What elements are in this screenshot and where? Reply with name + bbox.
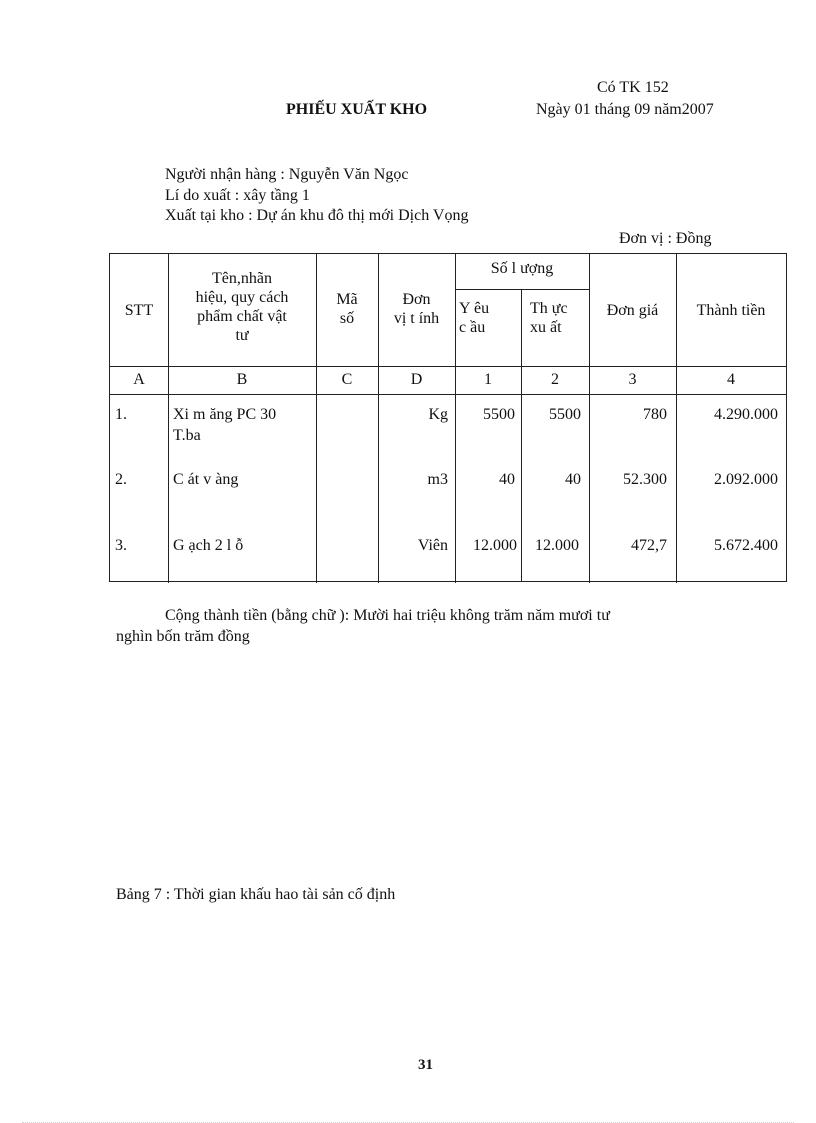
- table-caption: Bảng 7 : Thời gian khấu hao tài sản cố định: [116, 886, 396, 903]
- header-name-2: hiệu, quy cách: [195, 289, 289, 306]
- row3-stt: 3.: [115, 537, 127, 554]
- row2-unit: m3: [427, 471, 448, 488]
- receiver-line: Người nhận hàng : Nguyễn Văn Ngọc: [165, 166, 409, 183]
- row2-actual: 40: [565, 471, 581, 488]
- header-stt: STT: [124, 302, 154, 319]
- row2-stt: 2.: [115, 471, 127, 488]
- row3-actual: 12.000: [535, 537, 579, 554]
- total-in-words-line1: Cộng thành tiền (bằng chữ ): Mười hai triệu không trăm năm mươi tư: [165, 607, 610, 624]
- row1-stt: 1.: [115, 406, 127, 423]
- row1-total: 4.290.000: [714, 406, 778, 423]
- row2-required: 40: [499, 471, 515, 488]
- row3-required: 12.000: [473, 537, 517, 554]
- header-required-2: c ầu: [459, 319, 486, 336]
- row3-total: 5.672.400: [714, 537, 778, 554]
- header-name-3: phẩm chất vật: [197, 308, 287, 325]
- currency-unit: Đơn vị : Đồng: [619, 230, 712, 247]
- code-d: D: [410, 371, 423, 388]
- header-code-1: Mã: [336, 291, 358, 308]
- header-price: Đơn giá: [606, 302, 659, 319]
- code-4: 4: [727, 371, 735, 388]
- row3-unit: Viên: [417, 537, 448, 554]
- document-title: PHIẾU XUẤT KHO: [286, 101, 428, 118]
- header-actual-2: xu ất: [530, 319, 562, 336]
- code-a: A: [133, 371, 145, 388]
- code-b: B: [236, 371, 248, 388]
- code-2: 2: [551, 371, 559, 388]
- total-in-words-line2: nghìn bốn trăm đồng: [116, 628, 250, 645]
- header-actual-1: Th ực: [530, 300, 568, 317]
- row2-name: C át v àng: [173, 471, 239, 488]
- header-total: Thành tiền: [696, 302, 766, 319]
- warehouse-line: Xuất tại kho : Dự án khu đô thị mới Dịch Vọng: [165, 207, 469, 224]
- header-name-4: tư: [235, 327, 249, 344]
- row2-price: 52.300: [623, 471, 667, 488]
- row2-total: 2.092.000: [714, 471, 778, 488]
- issue-table: [109, 253, 787, 582]
- code-3: 3: [628, 371, 637, 388]
- header-required-1: Y êu: [459, 300, 490, 317]
- row3-name: G ạch 2 l ỗ: [173, 537, 244, 554]
- row1-name-2: T.ba: [173, 427, 201, 444]
- reason-line: Lí do xuất : xây tầng 1: [165, 187, 310, 204]
- row3-price: 472,7: [631, 537, 667, 554]
- header-unit-2: vị t ính: [393, 310, 440, 327]
- header-unit-1: Đơn: [402, 291, 431, 308]
- header-quantity: Số l ượng: [490, 260, 554, 277]
- code-c: C: [341, 371, 353, 388]
- row1-required: 5500: [483, 406, 515, 423]
- row1-name-1: Xi m ăng PC 30: [173, 406, 277, 423]
- code-1: 1: [484, 371, 492, 388]
- header-code-2: số: [339, 310, 355, 327]
- account-label: Có TK 152: [597, 79, 669, 96]
- document-date: Ngày 01 tháng 09 năm2007: [536, 101, 714, 118]
- row1-unit: Kg: [428, 406, 448, 423]
- header-name-1: Tên,nhãn: [212, 270, 272, 287]
- page-number: 31: [418, 1057, 433, 1073]
- row1-price: 780: [643, 406, 667, 423]
- row1-actual: 5500: [549, 406, 581, 423]
